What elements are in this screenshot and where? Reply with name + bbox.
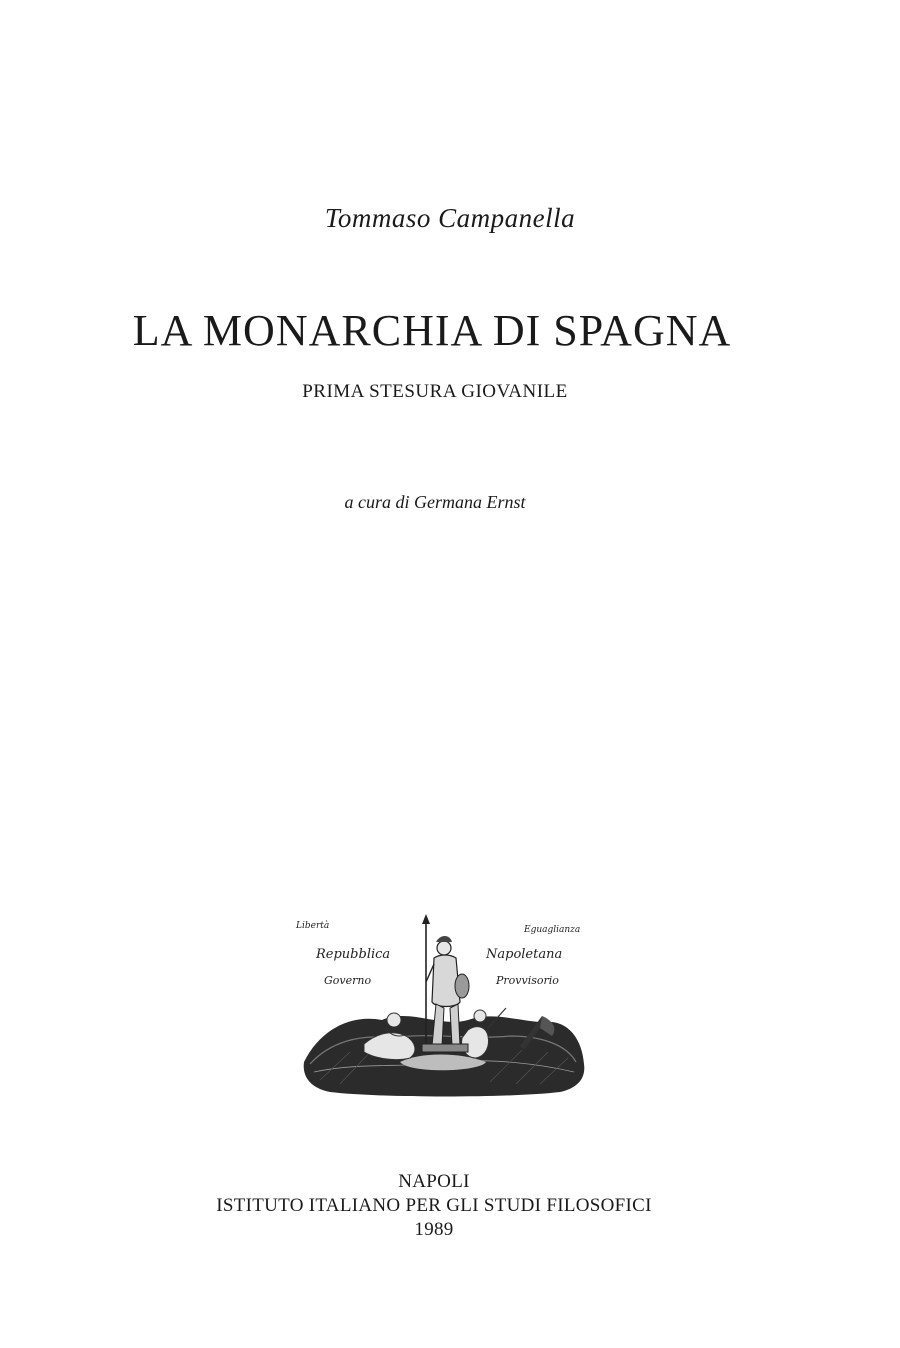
author-name: Tommaso Campanella <box>324 203 576 233</box>
imprint-city: NAPOLI <box>398 1171 470 1192</box>
label-eguaglianza: Eguaglianza <box>524 925 581 935</box>
label-governo: Governo <box>324 974 372 987</box>
label-liberta: Libertà <box>296 921 330 931</box>
label-provvisorio: Provvisorio <box>496 974 559 987</box>
editor-credit: a cura di Germana Ernst <box>344 492 526 512</box>
label-repubblica: Repubblica <box>316 947 391 962</box>
imprint-publisher: ISTITUTO ITALIANO PER GLI STUDI FILOSOFICI <box>216 1195 652 1216</box>
book-title: LA MONARCHIA DI SPAGNA <box>132 306 732 355</box>
engraving-vignette <box>290 912 596 1098</box>
imprint-year: 1989 <box>414 1219 454 1240</box>
book-subtitle: PRIMA STESURA GIOVANILE <box>302 381 568 402</box>
label-napoletana: Napoletana <box>486 947 563 962</box>
